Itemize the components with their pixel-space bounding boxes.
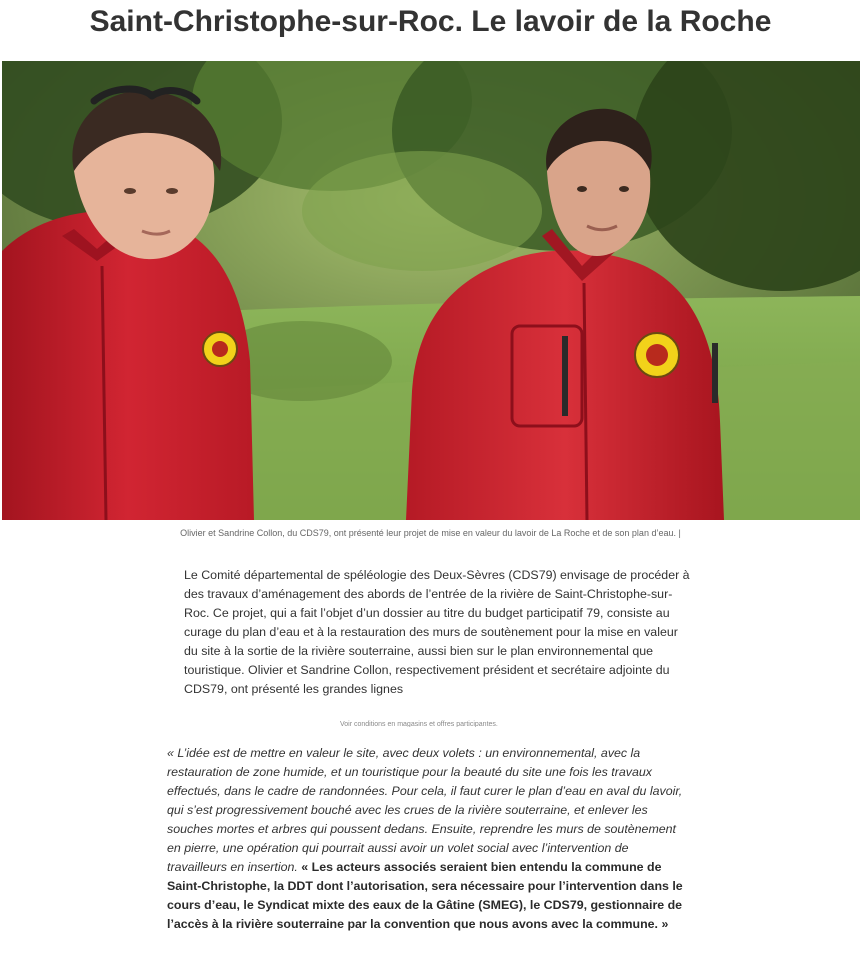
- photo-illustration: [2, 61, 860, 520]
- quote-italic-text: « L’idée est de mettre en valeur le site, avec deux volets : un environnemental, avec la restauration de zone humide, et un touristique pour la beauté du site une fois les travaux effectués, dans le cadre de randonnées. Pour cela, il faut curer le plan d’eau en aval du lavoir, qui s’est progressivement bouché avec les crues de la rivière souterraine, et enlever les souches mortes et arbres qui poussent dedans. Ensuite, reprendre les murs de soutènement en pierre, une opération qui pourrait aussi avoir un volet social avec l’intervention de travailleurs en insertion.: [167, 746, 683, 874]
- article-title: Saint-Christophe-sur-Roc. Le lavoir de la Roche: [89, 5, 772, 38]
- quote-bold-text: « Les acteurs associés seraient bien entendu la commune de Saint-Christophe, la DDT dont l’autorisation, sera nécessaire pour l’intervention dans le cours d’eau, le Syndicat mixte des eaux de la Gâtine (SMEG), le CDS79, gestionnaire de l’accès à la rivière souterraine par la convention que nous avons avec la commune. »: [167, 860, 683, 931]
- article-lead-paragraph: Le Comité départemental de spéléologie des Deux-Sèvres (CDS79) envisage de procéder à des travaux d’aménagement des abords de l’entrée de la rivière de Saint-Christophe-sur-Roc. Ce projet, qui a fait l’objet d’un dossier au titre du budget participatif 79, consiste au curage du plan d’eau et à la restauration des murs de soutènement pour la mise en valeur du site à la sortie de la rivière souterraine, aussi bien sur le plan environnemental que touristique. Olivier et Sandrine Collon, respectivement président et secrétaire adjointe du CDS79, ont présenté les grandes lignes: [184, 568, 690, 696]
- photo-caption: Olivier et Sandrine Collon, du CDS79, ont présenté leur projet de mise en valeur du lavoir de La Roche et de son plan d’eau. |: [180, 528, 681, 538]
- article-quote-paragraph: [167, 744, 689, 934]
- ad-remnant-text: Voir conditions en magasins et offres participantes.: [340, 721, 498, 727]
- article-photo: [2, 61, 860, 520]
